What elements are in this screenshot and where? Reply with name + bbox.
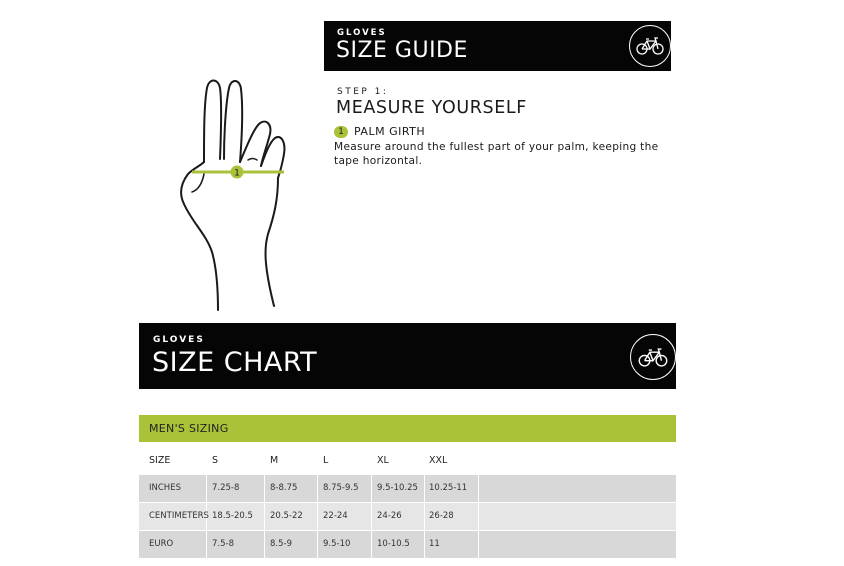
palm-girth-heading <box>334 125 425 138</box>
table-cell: CENTIMETERS <box>149 511 209 521</box>
palm-girth-marker-label: 1 <box>234 168 240 179</box>
bicycle-icon <box>630 334 676 380</box>
size-table <box>139 447 676 558</box>
chart-kicker: GLOVES <box>153 335 205 345</box>
table-cell: 18.5-20.5 <box>212 511 253 521</box>
table-header-cell: XXL <box>429 455 448 466</box>
table-cell: 8.75-9.5 <box>323 483 359 493</box>
step-label: STEP 1: <box>337 87 389 97</box>
table-header-cell: XL <box>377 455 389 466</box>
table-cell: 24-26 <box>377 511 402 521</box>
table-cell: 9.5-10 <box>323 539 351 549</box>
bicycle-icon <box>629 25 671 67</box>
table-row <box>139 531 676 558</box>
table-cell: INCHES <box>149 483 181 493</box>
table-cell: 8.5-9 <box>270 539 292 549</box>
table-row <box>139 475 676 502</box>
table-header-row <box>139 447 676 474</box>
table-cell: 22-24 <box>323 511 348 521</box>
guide-kicker: GLOVES <box>337 28 387 38</box>
table-cell: 26-28 <box>429 511 454 521</box>
table-row <box>139 503 676 530</box>
size-chart-banner <box>139 323 676 389</box>
chart-title: SIZE CHART <box>152 347 318 378</box>
size-guide-banner <box>324 21 671 71</box>
table-header-cell: S <box>212 455 219 466</box>
guide-title: SIZE GUIDE <box>336 38 468 63</box>
table-header-cell: L <box>323 455 329 466</box>
table-cell: 11 <box>429 539 440 549</box>
measure-title: MEASURE YOURSELF <box>336 98 527 118</box>
mens-sizing-label: MEN'S SIZING <box>149 422 229 435</box>
palm-girth-label: PALM GIRTH <box>354 125 426 138</box>
mens-sizing-header <box>139 415 676 442</box>
table-cell: 7.25-8 <box>212 483 240 493</box>
table-cell: 20.5-22 <box>270 511 303 521</box>
table-cell: 8-8.75 <box>270 483 298 493</box>
table-cell: 10-10.5 <box>377 539 410 549</box>
table-cell: 7.5-8 <box>212 539 234 549</box>
table-cell: 9.5-10.25 <box>377 483 418 493</box>
palm-girth-description: Measure around the fullest part of your palm, keeping the tape horizontal. <box>334 141 659 167</box>
step-number-badge: 1 <box>334 126 348 138</box>
table-header-cell: SIZE <box>149 455 171 466</box>
hand-illustration <box>160 74 300 314</box>
table-header-cell: M <box>270 455 279 466</box>
table-cell: EURO <box>149 539 174 549</box>
table-cell: 10.25-11 <box>429 483 468 493</box>
